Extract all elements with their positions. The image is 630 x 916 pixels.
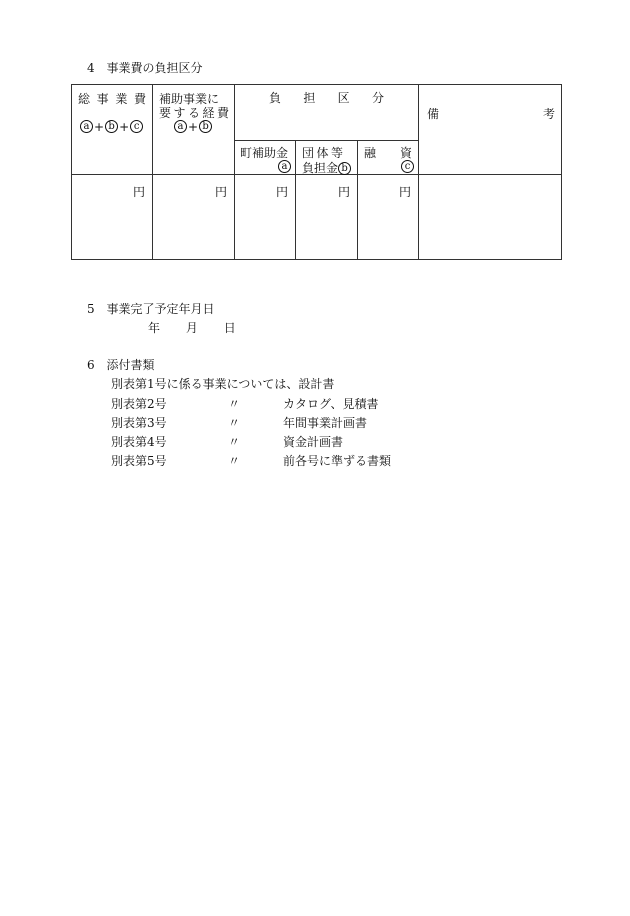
mark-c: c xyxy=(401,160,414,173)
header-char: 備 xyxy=(427,107,440,121)
attachment-doc: 年間事業計画書 xyxy=(283,416,368,430)
yen-unit: 円 xyxy=(132,185,145,199)
group-burden-cell xyxy=(296,175,358,260)
header-char: 団 xyxy=(302,146,315,160)
group-burden-label: 負担金 xyxy=(302,161,339,175)
header-char: 要 xyxy=(159,106,172,120)
header-char: 担 xyxy=(303,91,316,105)
subsidy-cost-header xyxy=(153,85,235,175)
attachment-doc: カタログ、見積書 xyxy=(283,397,379,411)
section-title: 添付書類 xyxy=(106,358,155,372)
header-char: 経 xyxy=(202,106,215,120)
month-label: 月 xyxy=(185,321,198,335)
section-number: 4 xyxy=(87,61,95,75)
remarks-cell xyxy=(419,175,562,260)
completion-date xyxy=(148,319,236,336)
remarks-header xyxy=(419,85,562,175)
header-char: 考 xyxy=(543,107,556,121)
ditto-mark: 〃 xyxy=(228,435,241,449)
header-char: 体 xyxy=(316,146,329,160)
section-6-heading xyxy=(87,356,154,373)
attachment-row xyxy=(111,414,367,431)
header-char: 費 xyxy=(133,92,146,106)
header-char: 区 xyxy=(337,91,350,105)
section-title: 事業費の負担区分 xyxy=(106,61,203,75)
total-formula: a + b + c xyxy=(80,119,143,134)
yen-unit: 円 xyxy=(214,185,227,199)
header-char: 分 xyxy=(371,91,384,105)
town-subsidy-label: 町補助金 xyxy=(240,146,289,160)
section-number: 6 xyxy=(87,358,95,372)
ditto-mark: 〃 xyxy=(228,454,241,468)
header-char: る xyxy=(187,106,200,120)
ditto-mark: 〃 xyxy=(228,397,241,411)
loan-header xyxy=(358,141,419,175)
attachment-row xyxy=(111,433,343,450)
header-char: す xyxy=(173,106,186,120)
mark-c: c xyxy=(130,120,143,133)
town-subsidy-cell xyxy=(235,175,296,260)
header-char: 業 xyxy=(115,92,128,106)
header-char: 負 xyxy=(269,91,282,105)
burden-header xyxy=(235,85,419,141)
header-char: 事 xyxy=(96,92,109,106)
total-cost-cell xyxy=(72,175,153,260)
header-char: 資 xyxy=(400,146,413,160)
loan-cell xyxy=(358,175,419,260)
town-subsidy-header xyxy=(235,141,296,175)
attachment-row xyxy=(111,452,391,469)
group-burden-header xyxy=(296,141,358,175)
attachment-label: 別表第2号 xyxy=(111,397,167,411)
attachment-doc: 資金計画書 xyxy=(283,435,344,449)
yen-unit: 円 xyxy=(337,185,350,199)
subsidy-cost-cell xyxy=(153,175,235,260)
section-title: 事業完了予定年月日 xyxy=(106,302,215,316)
subsidy-header-line1: 補助事業に xyxy=(159,92,220,106)
header-char: 費 xyxy=(216,106,229,120)
year-label: 年 xyxy=(148,321,161,335)
subsidy-formula: a + b xyxy=(174,119,212,134)
header-char: 総 xyxy=(78,92,91,106)
ditto-mark: 〃 xyxy=(228,416,241,430)
total-cost-header xyxy=(72,85,153,175)
attachment-label: 別表第3号 xyxy=(111,416,167,430)
section-5-heading xyxy=(87,300,214,317)
mark-a: a xyxy=(174,120,187,133)
mark-a: a xyxy=(278,160,291,173)
yen-unit: 円 xyxy=(399,185,412,199)
day-label: 日 xyxy=(223,321,236,335)
attachment-doc: 前各号に準ずる書類 xyxy=(283,454,392,468)
cost-burden-table xyxy=(71,84,562,260)
section-4-heading xyxy=(87,59,202,76)
header-char: 等 xyxy=(330,146,343,160)
attachment-label: 別表第4号 xyxy=(111,435,167,449)
attachment-first-line: 別表第1号に係る事業については、設計書 xyxy=(111,377,335,391)
yen-unit: 円 xyxy=(275,185,288,199)
section-number: 5 xyxy=(87,302,95,316)
mark-b: b xyxy=(105,120,118,133)
mark-a: a xyxy=(80,120,93,133)
mark-b: b xyxy=(338,162,351,175)
header-char: 融 xyxy=(364,146,377,160)
attachment-label: 別表第5号 xyxy=(111,454,167,468)
attachment-row xyxy=(111,395,379,412)
mark-b: b xyxy=(199,120,212,133)
